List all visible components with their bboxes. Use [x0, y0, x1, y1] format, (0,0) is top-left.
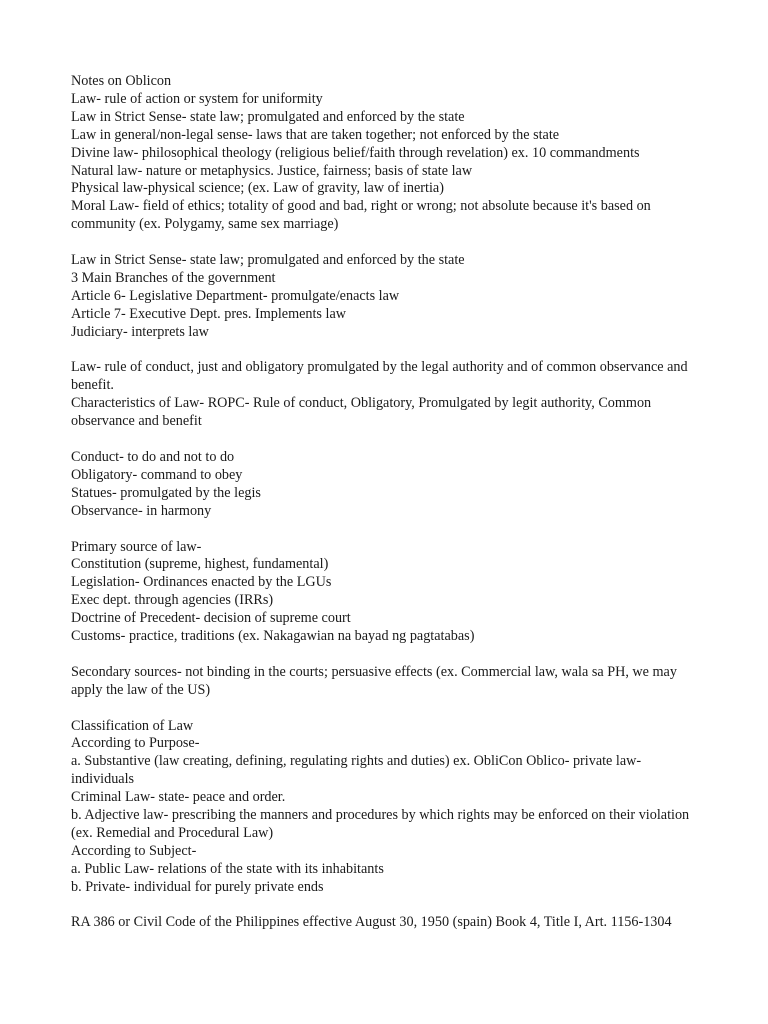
text-line: Observance- in harmony: [71, 502, 212, 519]
text-line: b. Adjective law- prescribing the manners and procedures by which rights may be enforced on their violation (ex. Remedial and Procedural Law): [71, 807, 690, 841]
text-line: Exec dept. through agencies (IRRs): [71, 592, 274, 609]
text-line: Statues- promulgated by the legis: [71, 484, 261, 501]
document-title: Notes on Oblicon: [71, 73, 172, 89]
text-line: Primary source of law-: [71, 538, 202, 555]
text-line: RA 386 or Civil Code of the Philippines effective August 30, 1950 (spain) Book 4, Title I, Art. 1156-1304: [71, 914, 672, 931]
text-line: a. Substantive (law creating, defining, regulating rights and duties) ex. ObliCon Oblico- private law- individuals: [71, 753, 642, 788]
text-line: Classification of Law: [71, 717, 194, 734]
text-line: Legislation- Ordinances enacted by the LGUs: [71, 574, 332, 591]
text-line: Criminal Law- state- peace and order.: [71, 789, 286, 806]
text-line: b. Private- individual for purely private ends: [71, 878, 324, 895]
text-line: Secondary sources- not binding in the courts; persuasive effects (ex. Commercial law, wala sa PH, we may apply the law of the US): [71, 663, 677, 698]
text-line: Judiciary- interprets law: [71, 323, 209, 340]
text-line: Obligatory- command to obey: [71, 466, 243, 483]
text-line: Article 6- Legislative Department- promulgate/enacts law: [71, 287, 400, 304]
text-line: a. Public Law- relations of the state with its inhabitants: [71, 860, 384, 877]
text-line: Article 7- Executive Dept. pres. Implements law: [71, 305, 346, 322]
text-line: Law in general/non-legal sense- laws that are taken together; not enforced by the state: [71, 126, 560, 143]
paragraph-secondary-sources: [71, 664, 695, 700]
paragraph-primary-sources: [71, 539, 695, 646]
text-line: 3 Main Branches of the government: [71, 269, 276, 286]
text-line: Moral Law- field of ethics; totality of good and bad, right or wrong; not absolute because it's based on community (ex. Polygamy, same sex marriage): [71, 198, 651, 233]
text-line: According to Purpose-: [71, 735, 200, 752]
paragraph-characteristics: [71, 359, 695, 431]
paragraph-civil-code: [71, 914, 695, 932]
text-line: Constitution (supreme, highest, fundamental): [71, 556, 329, 573]
text-line: Characteristics of Law- ROPC- Rule of conduct, Obligatory, Promulgated by legit authority, Common observance and benefit: [71, 395, 652, 430]
document-page: [71, 73, 695, 950]
paragraph-definitions: [71, 73, 695, 234]
paragraph-branches: [71, 252, 695, 342]
text-line: Doctrine of Precedent- decision of supreme court: [71, 610, 351, 627]
text-line: Physical law-physical science; (ex. Law of gravity, law of inertia): [71, 180, 444, 197]
text-line: Law- rule of action or system for uniformity: [71, 90, 323, 107]
paragraph-classification: [71, 718, 695, 897]
text-line: Divine law- philosophical theology (religious belief/faith through revelation) ex. 10 commandments: [71, 144, 640, 161]
paragraph-ropc-terms: [71, 449, 695, 521]
text-line: Law- rule of conduct, just and obligatory promulgated by the legal authority and of common observance and benefit.: [71, 359, 688, 394]
text-line: Law in Strict Sense- state law; promulgated and enforced by the state: [71, 252, 465, 269]
text-line: Law in Strict Sense- state law; promulgated and enforced by the state: [71, 108, 465, 125]
text-line: Customs- practice, traditions (ex. Nakagawian na bayad ng pagtatabas): [71, 628, 475, 645]
text-line: Natural law- nature or metaphysics. Justice, fairness; basis of state law: [71, 162, 473, 179]
text-line: According to Subject-: [71, 842, 197, 859]
text-line: Conduct- to do and not to do: [71, 448, 235, 465]
